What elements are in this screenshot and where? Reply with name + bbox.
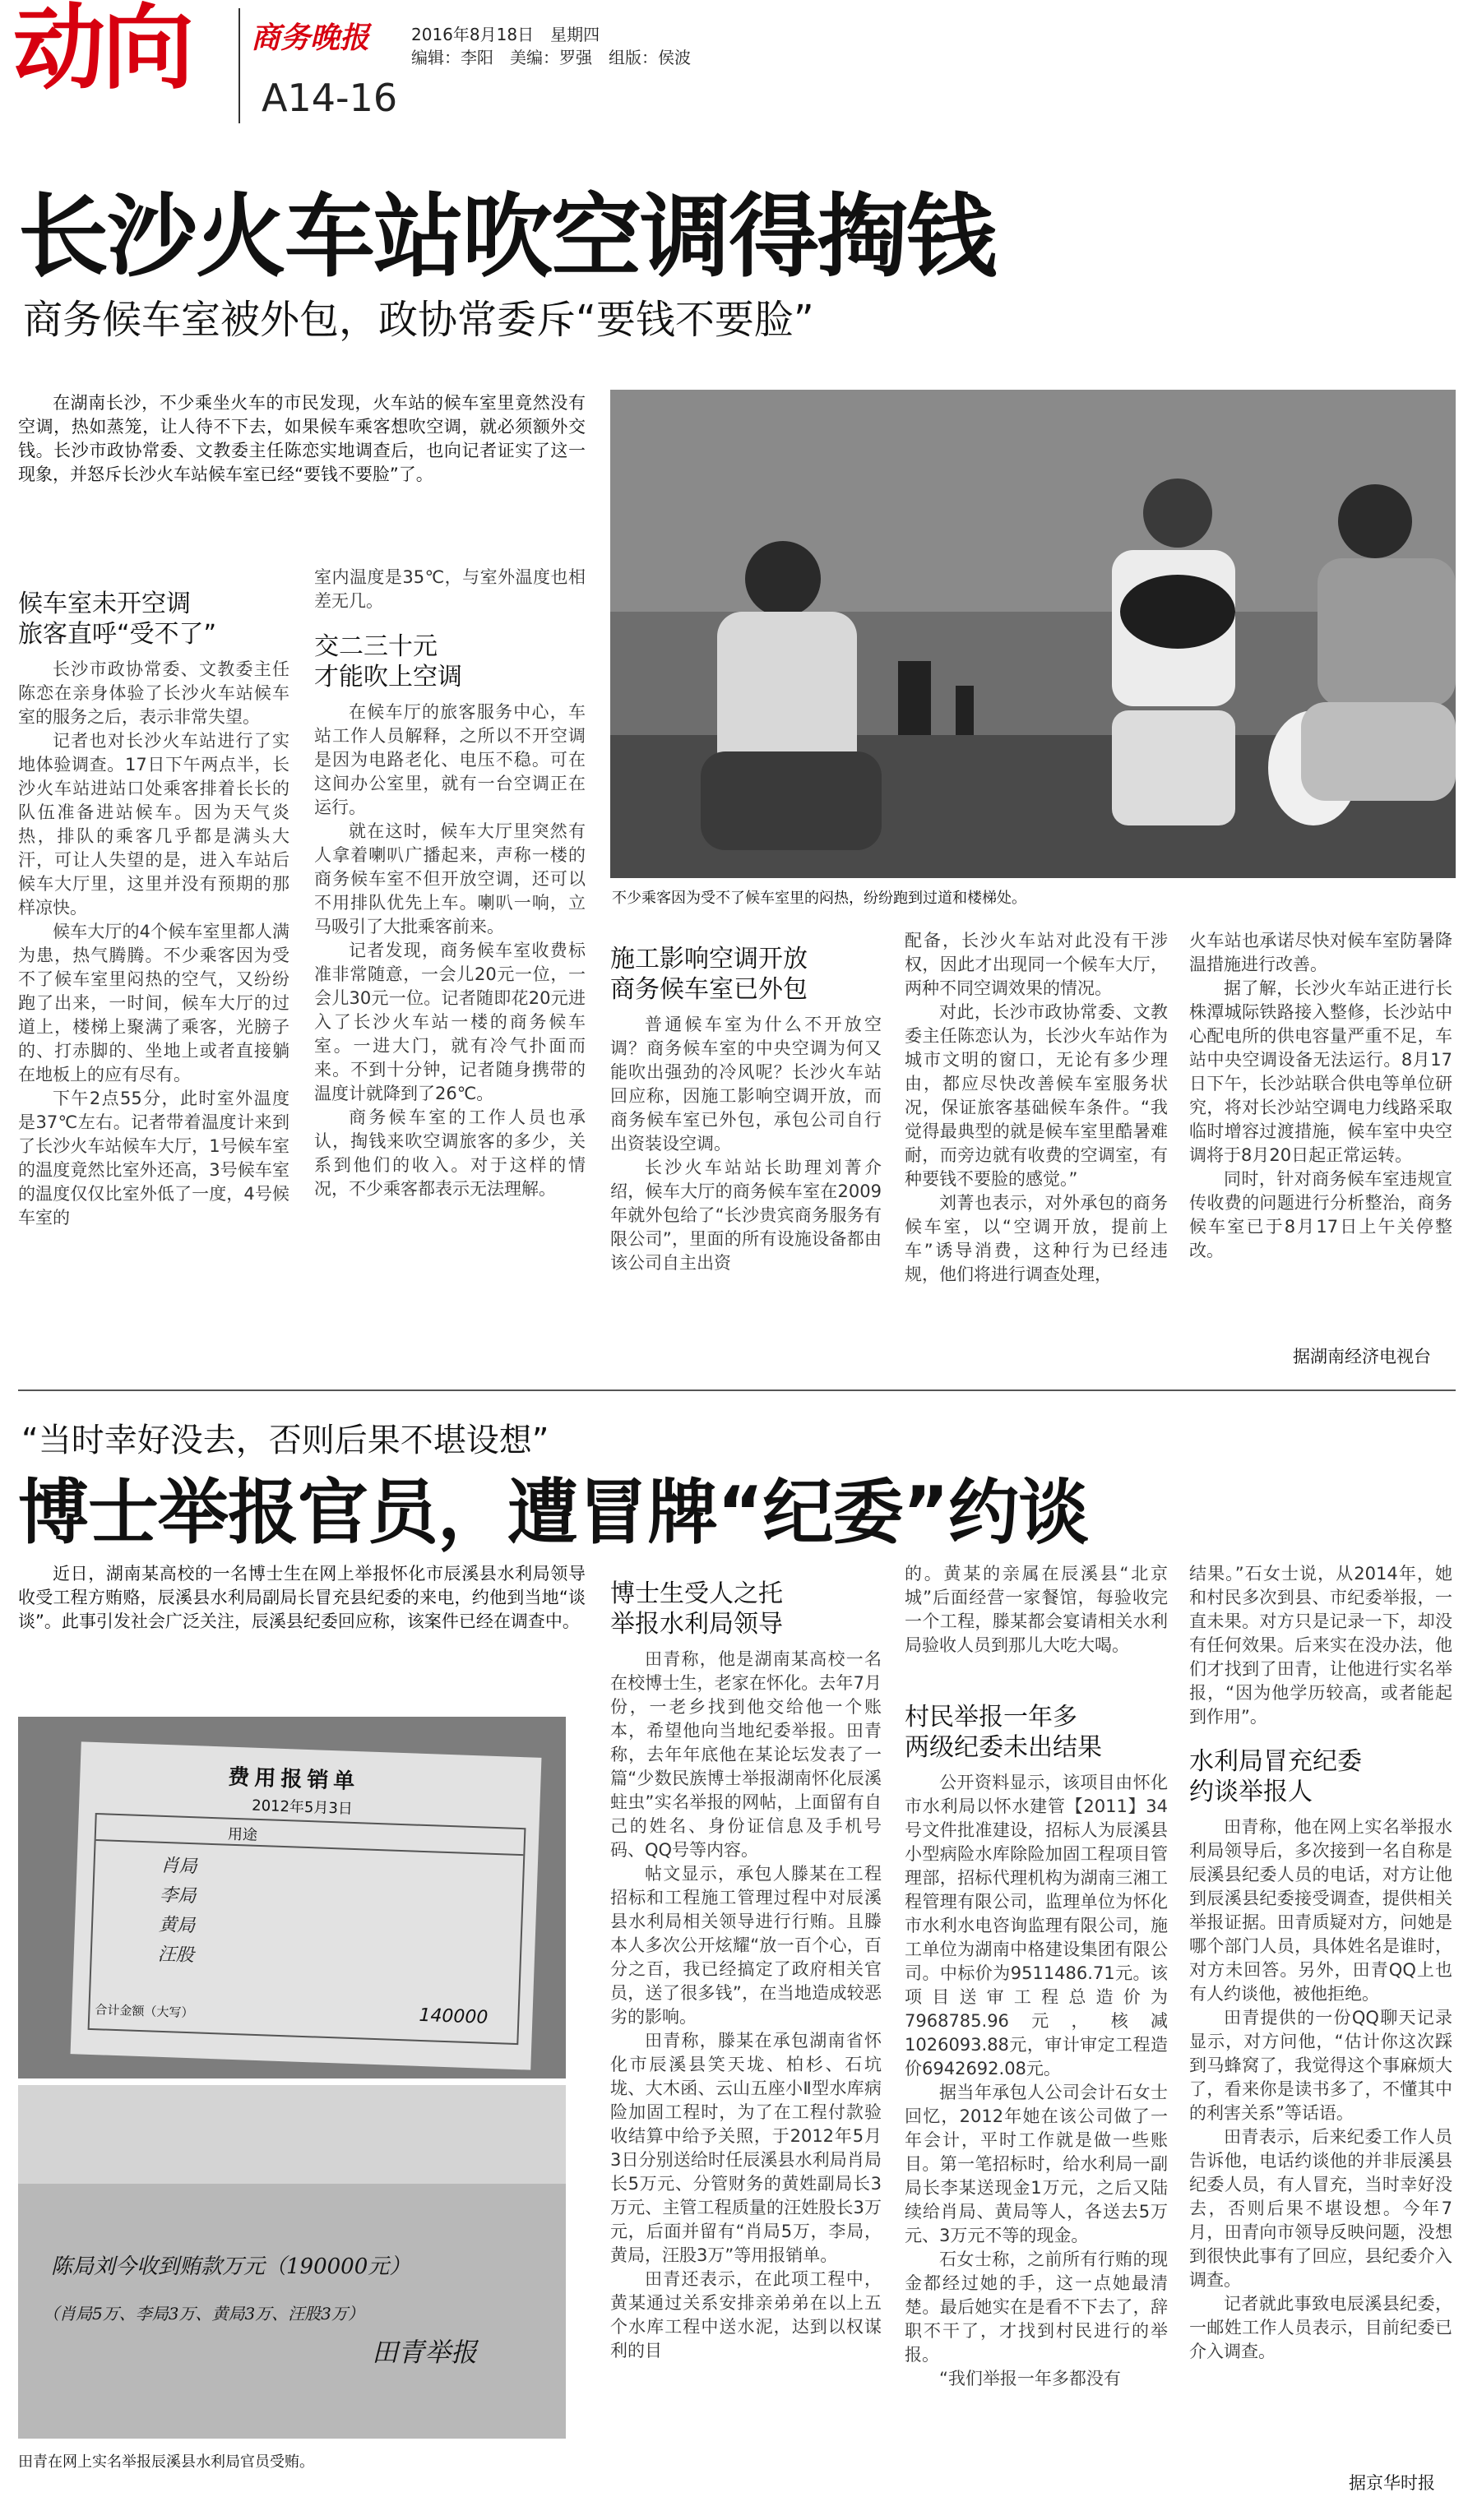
story2-col3	[905, 1771, 1168, 2391]
story2-col3-heading: 村民举报一年多 两级纪委未出结果	[905, 1703, 1102, 1762]
paragraph: “我们举报一年多都没有	[939, 2369, 1121, 2388]
paragraph: 记者发现，商务候车室收费标准非常随意，一会儿20元一位，一会儿30元一位。记者随即花20元进入了长沙火车站一楼的商务候车室。一进大门，就有冷气扑面而来。不到十分钟，记者随身携带的温度计就降到了26℃。	[314, 941, 586, 1103]
story2-col4-heading: 水利局冒充纪委 约谈举报人	[1189, 1747, 1362, 1806]
receipt-paper	[71, 1741, 542, 2069]
receipt-title: 费用报销单	[227, 1764, 360, 1795]
receipt-date: 2012年5月3日	[251, 1796, 354, 1818]
editor-credits: 编辑：李阳 美编：罗强 组版：侯波	[411, 48, 691, 67]
story2-col3-top	[905, 1562, 1168, 1658]
story2-lead	[18, 1562, 586, 1634]
note-signature: 田青举报	[372, 2337, 478, 2368]
paragraph: 结果。”石女士说，从2014年，她和村民多次到县、市纪委举报，一直未果。对方只是记录一下，却没有任何效果。后来实在没办法，他们才找到了田青，让他进行实名举报，“因为他学历较高，或者能起到作用”。	[1189, 1564, 1452, 1727]
story1-col3-heading: 施工影响空调开放 商务候车室已外包	[610, 945, 808, 1004]
story1-col5	[1189, 929, 1452, 1263]
paragraph: 田青提供的一份QQ聊天记录显示，对方问他，“估计你这次踩到马蜂窝了，我觉得这个事麻烦大了，看来你是读书多了，不懂其中的利害关系”等话语。	[1189, 2008, 1452, 2123]
story2-col2	[610, 1648, 882, 2363]
paragraph: 候车大厅的4个候车室里都人满为患，热气腾腾。不少乘客因为受不了候车室里闷热的空气，又纷纷跑了出来，一时间，候车大厅的过道上，楼梯上聚满了乘客，光膀子的、打赤脚的、坐地上或者直接躺在地板上的应有尽有。	[18, 922, 289, 1084]
story1-col2	[314, 701, 586, 1201]
paragraph: 据了解，长沙火车站正进行长株潭城际铁路接入整修，长沙站中心配电所的供电容量严重不足，车站中央空调设备无法运行。8月17日下午，长沙站联合供电等单位研究，将对长沙站空调电力线路采取临时增容过渡措施，候车室中央空调将于8月20日起正常运转。	[1189, 978, 1452, 1165]
paragraph: 在候车厅的旅客服务中心，车站工作人员解释，之所以不开空调是因为电路老化、电压不稳。可在这间办公室里，就有一台空调正在运行。	[314, 702, 586, 817]
receipt-photo	[18, 1717, 566, 2078]
note-line-1: 陈局刘今收到贿款万元（190000元）	[51, 2254, 411, 2279]
paragraph: 记者也对长沙火车站进行了实地体验调查。17日下午两点半，长沙火车站进站口处乘客排着长长的队伍准备进站候车。因为天气炎热，排队的乘客几乎都是满头大汗，可让人失望的是，进入车站后候车大厅里，这里并没有预期的那样凉快。	[18, 731, 289, 918]
story1-col4	[905, 929, 1168, 1287]
receipt-table	[88, 1813, 526, 2045]
paragraph: 刘菁也表示，对外承包的商务候车室，以“空调开放，提前上车”诱导消费，这种行为已经违规，他们将进行调查处理，	[905, 1193, 1168, 1284]
story2-source: 据京华时报	[1349, 2473, 1435, 2493]
story2-col4-top	[1189, 1562, 1452, 1729]
paper-logo: 商务晚报	[251, 21, 370, 55]
paragraph: 长沙火车站站长助理刘菁介绍，候车大厅的商务候车室在2009年就外包给了“长沙贵宾商务服务有限公司”，里面的所有设施设备都由该公司自主出资	[610, 1158, 882, 1273]
story1-lead	[18, 391, 586, 487]
story2-kicker: “当时幸好没去，否则后果不堪设想”	[21, 1422, 549, 1459]
receipt-row: 汪股	[157, 1944, 195, 1967]
receipt-row: 李局	[159, 1884, 197, 1907]
story1-col2-heading: 交二三十元 才能吹上空调	[314, 632, 462, 691]
story1-headline: 长沙火车站吹空调得掏钱	[18, 184, 995, 289]
paragraph: 火车站也承诺尽快对候车室防暑降温措施进行改善。	[1189, 931, 1452, 974]
story2-lead-text: 近日，湖南某高校的一名博士生在网上举报怀化市辰溪县水利局领导收受工程方贿赂，辰溪县水利局副局长冒充县纪委的来电，约他到当地“谈谈”。此事引发社会广泛关注，辰溪县纪委回应称，该案件已经在调查中。	[18, 1564, 586, 1631]
story2-col4	[1189, 1815, 1452, 2364]
paragraph: 田青表示，后来纪委工作人员告诉他，电话约谈他的并非辰溪县纪委人员，有人冒充，当时幸好没去，否则后果不堪设想。今年7月，田青向市领导反映问题，没想到很快此事有了回应，县纪委介入调查。	[1189, 2127, 1452, 2290]
paragraph: 田青称，滕某在承包湖南省怀化市辰溪县笑天垅、柏杉、石坑垅、大木函、云山五座小Ⅱ型水库病险加固工程时，为了在工程付款验收结算中给予关照，于2012年5月3日分别送给时任辰溪县水利局肖局长5万元、分管财务的黄姓副局长3万元、主管工程质量的汪姓股长3万元，后面并留有“肖局5万，李局，黄局，汪股3万”等用报销单。	[610, 2031, 882, 2265]
receipt-rows	[157, 1852, 197, 1971]
paragraph: 下午2点55分，此时室外温度是37℃左右。记者带着温度计来到了长沙火车站候车大厅，1号候车室的温度竟然比室外还高，3号候车室的温度仅仅比室外低了一度，4号候车室的	[18, 1089, 289, 1228]
receipt-total-label: 合计金额（大写）	[95, 2002, 194, 2021]
story2-headline: 博士举报官员，遭冒牌“纪委”约谈	[18, 1472, 1089, 1554]
paragraph: 石女士称，之前所有行贿的现金都经过她的手，这一点她最清楚。最后她实在是看不下去了，辞职不干了，才找到村民进行的举报。	[905, 2250, 1168, 2365]
paragraph: 帖文显示，承包人滕某在工程招标和工程施工管理过程中对辰溪县水利局相关领导进行行贿。且滕本人多次公开炫耀“放一百个心，百分之百，我已经搞定了政府相关官员，送了很多钱”，在当地造成较恶劣的影响。	[610, 1864, 882, 2027]
paragraph: 田青称，他是湖南某高校一名在校博士生，老家在怀化。去年7月份，一老乡找到他交给他一个账本，希望他向当地纪委举报。田青称，去年年底他在某论坛发表了一篇“少数民族博士举报湖南怀化辰溪蛀虫”实名举报的网帖，上面留有自己的姓名、身份证信息及手机号码、QQ号等内容。	[610, 1649, 882, 1860]
paragraph: 就在这时，候车大厅里突然有人拿着喇叭广播起来，声称一楼的商务候车室不但开放空调，还可以不用排队优先上车。喇叭一响，立马吸引了大批乘客前来。	[314, 821, 586, 936]
page-range: A14-16	[262, 76, 398, 120]
story1-col1-heading: 候车室未开空调 旅客直呼“受不了”	[18, 590, 217, 649]
story1-source: 据湖南经济电视台	[1293, 1347, 1431, 1366]
paragraph: 田青称，他在网上实名举报水利局领导后，多次接到一名自称是辰溪县纪委人员的电话，对方让他到辰溪县纪委接受调查，提供相关举报证据。田青质疑对方，问她是哪个部门人员，具体姓名是谁时，对方未回答。另外，田青QQ上也有人约谈他，被他拒绝。	[1189, 1817, 1452, 2004]
story2-photo-caption: 田青在网上实名举报辰溪县水利局官员受贿。	[18, 2453, 314, 2471]
story1-subheadline: 商务候车室被外包，政协常委斥“要钱不要脸”	[23, 297, 814, 343]
masthead-divider	[238, 8, 240, 123]
paragraph: 室内温度是35℃，与室外温度也相差无几。	[314, 567, 586, 611]
story1-col3	[610, 1013, 882, 1275]
paragraph: 长沙市政协常委、文教委主任陈恋在亲身体验了长沙火车站候车室的服务之后，表示非常失望。	[18, 659, 289, 727]
note-line-2: （肖局5万、李局3万、黄局3万、汪股3万）	[43, 2304, 364, 2323]
paragraph: 配备，长沙火车站对此没有干涉权，因此才出现同一个候车大厅，两种不同空调效果的情况。	[905, 931, 1168, 998]
paragraph: 普通候车室为什么不开放空调？商务候车室的中央空调为何又能吹出强劲的冷风呢？长沙火车站回应称，因施工影响空调开放，而商务候车室已外包，承包公司自行出资装设空调。	[610, 1015, 882, 1154]
receipt-header: 用途	[227, 1825, 258, 1844]
receipt-row: 黄局	[158, 1914, 196, 1937]
paragraph: 据当年承包人公司会计石女士回忆，2012年她在该公司做了一年会计，平时工作就是做一些账目。第一笔招标时，给水利局一副局长李某送现金1万元，之后又陆续给肖局、黄局等人，各送去5万元、3万元不等的现金。	[905, 2083, 1168, 2245]
section-divider	[18, 1389, 1456, 1391]
station-photo	[610, 390, 1456, 878]
issue-date: 2016年8月18日 星期四	[411, 25, 600, 44]
paragraph: 的。黄某的亲属在辰溪县“北京城”后面经营一家餐馆，每验收完一个工程，滕某都会宴请相关水利局验收人员到那儿大吃大喝。	[905, 1564, 1168, 1655]
paragraph: 商务候车室的工作人员也承认，掏钱来吹空调旅客的多少，关系到他们的收入。对于这样的情况，不少乘客都表示无法理解。	[314, 1107, 586, 1199]
paragraph: 对此，长沙市政协常委、文教委主任陈恋认为，长沙火车站作为城市文明的窗口，无论有多少理由，都应尽快改善候车室服务状况，保证旅客基础候车条件。“我觉得最典型的就是候车室里酷暑难耐，而旁边就有收费的空调室，有种要钱不要脸的感觉。”	[905, 1002, 1168, 1189]
paragraph: 田青还表示，在此项工程中，黄某通过关系安排亲弟弟在以上五个水库工程中送水泥，达到以权谋利的目	[610, 2269, 882, 2360]
section-title: 动向	[13, 0, 191, 102]
paragraph: 同时，针对商务候车室违规宣传收费的问题进行分析整治，商务候车室已于8月17日上午关停整改。	[1189, 1169, 1452, 1260]
station-photo-image	[610, 390, 1456, 878]
handwritten-note-photo	[18, 2085, 566, 2439]
story2-col2-heading: 博士生受人之托 举报水利局领导	[610, 1579, 783, 1639]
paragraph: 记者就此事致电辰溪县纪委，一邮姓工作人员表示，目前纪委已介入调查。	[1189, 2294, 1452, 2361]
story1-col2-top	[314, 566, 586, 613]
receipt-amount: 140000	[418, 2004, 489, 2028]
receipt-row: 肖局	[160, 1855, 198, 1878]
story1-photo-caption: 不少乘客因为受不了候车室里的闷热，纷纷跑到过道和楼梯处。	[612, 890, 1026, 907]
paragraph: 公开资料显示，该项目由怀化市水利局以怀水建管【2011】34号文件批准建设，招标人为辰溪县小型病险水库除险加固工程项目管理部，招标代理机构为湖南三湘工程管理有限公司，监理单位为怀化市水利水电咨询监理有限公司，施工单位为湖南中格建设集团有限公司。中标价为9511486.71元。该项目送审工程总造价为7968785.96元，核减1026093.88元，审计审定工程造价6942692.08元。	[905, 1773, 1168, 2078]
story1-col1	[18, 658, 289, 1230]
story1-lead-text: 在湖南长沙，不少乘坐火车的市民发现，火车站的候车室里竟然没有空调，热如蒸笼，让人待不下去，如果候车乘客想吹空调，就必须额外交钱。长沙市政协常委、文教委主任陈恋实地调查后，也向记者证实了这一现象，并怒斥长沙火车站候车室已经“要钱不要脸”了。	[18, 393, 586, 484]
